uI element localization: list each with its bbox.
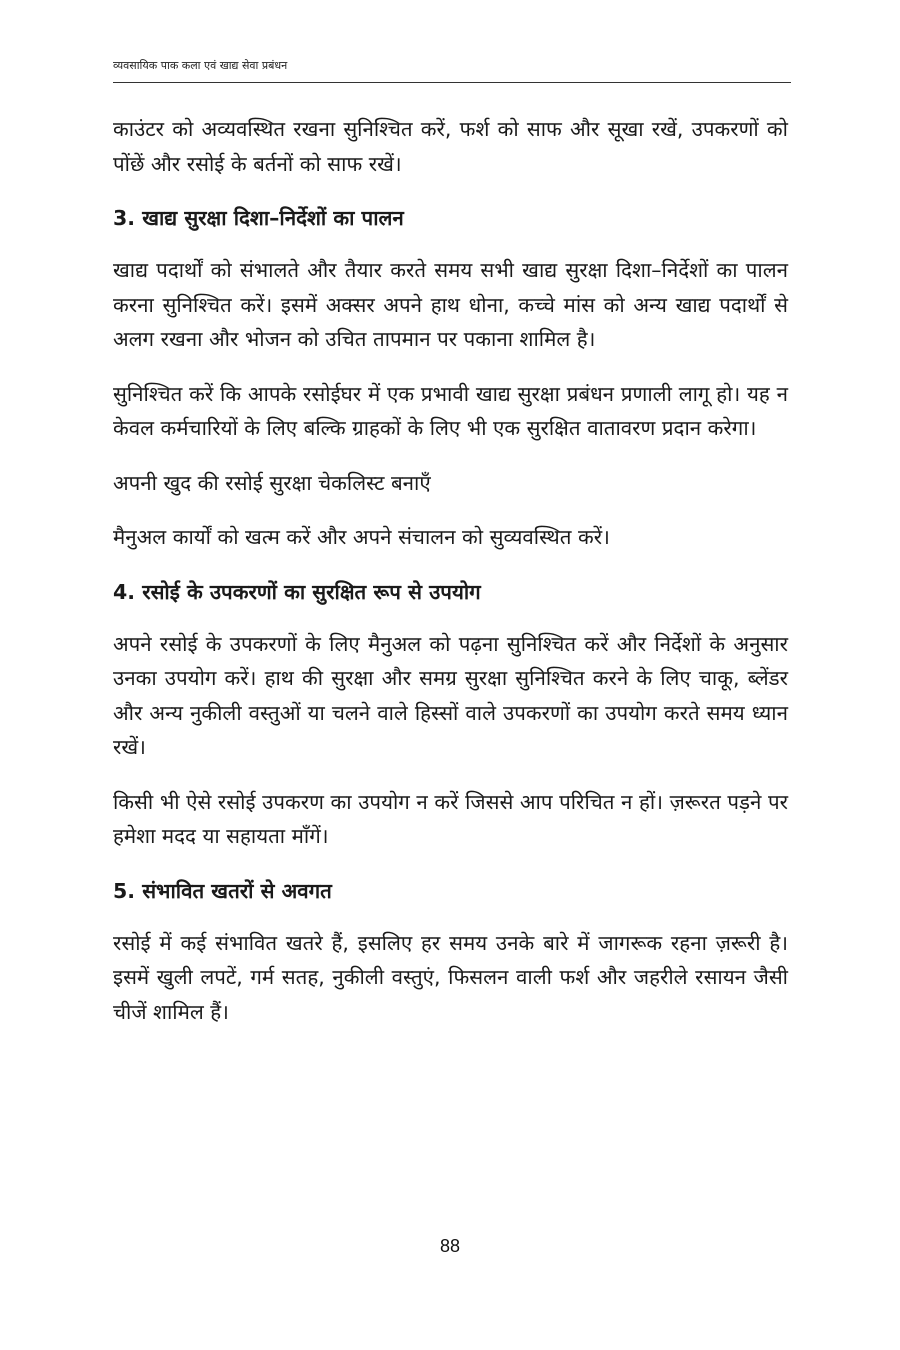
section-heading-food-safety: 3. खाद्य सुरक्षा दिशा–निर्देशों का पालन [113, 206, 404, 230]
page-number: 88 [439, 1236, 461, 1256]
paragraph-equipment-manual: अपने रसोई के उपकरणों के लिए मैनुअल को पढ़ना सुनिश्चित करें और निर्देशों के अनुसार उनका उपयोग करें। हाथ की सुरक्षा और समग्र सुरक्षा सुनिश्चित करने के लिए चाकू, ब्लेंडर और अन्य नुकीली वस्तुओं या चलने वाले हिस्सों वाले उपकरणों का उपयोग करते समय ध्यान रखें। [113, 631, 788, 759]
header-divider [113, 82, 791, 83]
paragraph-manual-tasks: मैनुअल कार्यों को खत्म करें और अपने संचालन को सुव्यवस्थित करें। [113, 525, 610, 549]
running-header: व्यवसायिक पाक कला एवं खाद्य सेवा प्रबंधन [113, 59, 288, 72]
section-heading-equipment-use: 4. रसोई के उपकरणों का सुरक्षित रूप से उपयोग [113, 579, 481, 604]
paragraph-checklist: अपनी खुद की रसोई सुरक्षा चेकलिस्ट बनाएँ [113, 470, 431, 495]
paragraph-food-safety-guidelines: खाद्य पदार्थों को संभालते और तैयार करते समय सभी खाद्य सुरक्षा दिशा–निर्देशों का पालन करना सुनिश्चित करें। इसमें अक्सर अपने हाथ धोना, कच्चे मांस को अन्य खाद्य पदार्थों से अलग रखना और भोजन को उचित तापमान पर पकाना शामिल है। [113, 258, 788, 351]
paragraph-counter-cleanliness: काउंटर को अव्यवस्थित रखना सुनिश्चित करें, फर्श को साफ और सूखा रखें, उपकरणों को पोंछें और रसोई के बर्तनों को साफ रखें। [113, 117, 788, 176]
paragraph-food-safety-system: सुनिश्चित करें कि आपके रसोईघर में एक प्रभावी खाद्य सुरक्षा प्रबंधन प्रणाली लागू हो। यह न केवल कर्मचारियों के लिए बल्कि ग्राहकों के लिए भी एक सुरक्षित वातावरण प्रदान करेगा। [113, 381, 788, 440]
paragraph-unfamiliar-equipment: किसी भी ऐसे रसोई उपकरण का उपयोग न करें जिससे आप परिचित न हों। ज़रूरत पड़ने पर हमेशा मदद या सहायता माँगें। [113, 789, 788, 848]
paragraph-kitchen-hazards: रसोई में कई संभावित खतरे हैं, इसलिए हर समय उनके बारे में जागरूक रहना ज़रूरी है। इसमें खुली लपटें, गर्म सतह, नुकीली वस्तुएं, फिसलन वाली फर्श और जहरीले रसायन जैसी चीजें शामिल हैं। [113, 930, 788, 1024]
page-body [113, 112, 788, 1029]
section-heading-hazards: 5. संभावित खतरों से अवगत [113, 878, 332, 903]
